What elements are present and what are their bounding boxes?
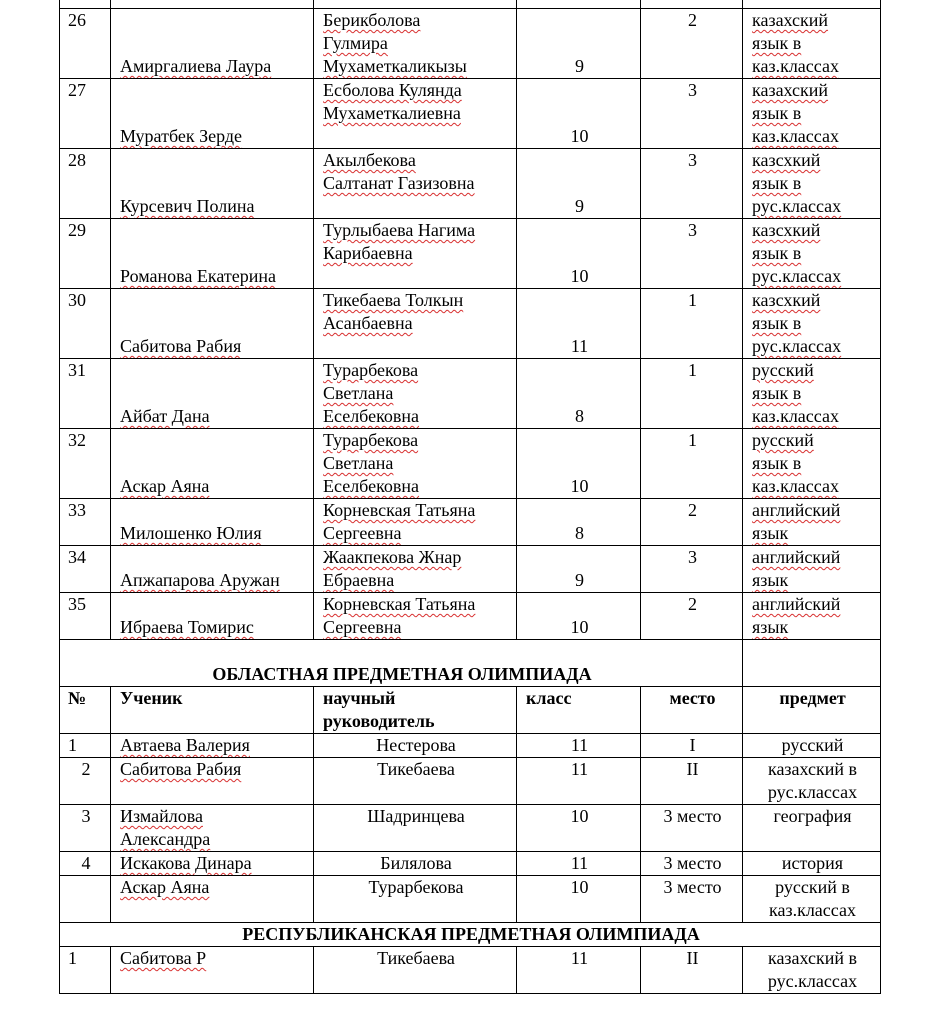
- student-name: [111, 758, 314, 805]
- supervisor-name-line: Мухаметкалиевна: [323, 103, 461, 123]
- empty-cell: [743, 640, 881, 687]
- supervisor-name: [314, 876, 517, 923]
- supervisor-name: [314, 546, 517, 593]
- supervisor-name-line: Гулмира: [323, 33, 388, 53]
- supervisor-name-line: Есболова Кулянда: [323, 80, 462, 100]
- student-name: [111, 219, 314, 289]
- supervisor-name-line: Корневская Татьяна: [323, 500, 476, 520]
- place: [641, 219, 743, 289]
- row-number-text: 4: [81, 853, 91, 873]
- subject: [743, 149, 881, 219]
- grade: [517, 289, 641, 359]
- row-number-text: 2: [81, 759, 91, 779]
- table-row: [60, 79, 881, 149]
- subject-line: рус.классах: [752, 196, 842, 216]
- subject-line: русский в: [775, 877, 850, 897]
- grade: [517, 9, 641, 79]
- place: [641, 876, 743, 923]
- subject-line: рус.классах: [752, 336, 842, 356]
- supervisor-name-line: Еселбековна: [323, 406, 420, 426]
- supervisor-name-line: Акылбекова: [323, 150, 416, 170]
- header-place-text: место: [669, 688, 716, 708]
- subject: [743, 219, 881, 289]
- row-number-text: 28: [68, 150, 86, 170]
- student-name: [111, 734, 314, 758]
- supervisor-name-line: Салтанат Газизовна: [323, 173, 475, 193]
- place: [641, 758, 743, 805]
- grade-text: 11: [570, 853, 589, 873]
- row-number: [60, 805, 111, 852]
- subject: [743, 947, 881, 994]
- place-text: 3: [688, 220, 697, 240]
- header-row: [60, 687, 881, 734]
- subject-line: язык: [752, 570, 789, 590]
- grade-text: 10: [570, 126, 589, 146]
- place-text: 3 место: [663, 853, 722, 873]
- grade-text: 10: [570, 617, 589, 637]
- table-row: [60, 499, 881, 546]
- student-name: [111, 805, 314, 852]
- subject-line: русский: [752, 360, 814, 380]
- student-name: [111, 947, 314, 994]
- supervisor-name-line: Жаакпекова Жнар: [323, 547, 462, 567]
- row-number: [60, 219, 111, 289]
- supervisor-name-line: Турарбекова: [323, 360, 419, 380]
- student-name-text: Романова Екатерина: [120, 266, 276, 286]
- table-row: [60, 219, 881, 289]
- row-number: [60, 9, 111, 79]
- subject-line: английский: [752, 547, 841, 567]
- supervisor-name-text: Нестерова: [376, 735, 456, 755]
- subject-line: каз.классах: [769, 900, 856, 920]
- row-number-text: 27: [68, 80, 86, 100]
- table-row: [60, 149, 881, 219]
- subject-line: язык в: [752, 103, 802, 123]
- header-subject-text: предмет: [779, 688, 846, 708]
- table-row: [60, 852, 881, 876]
- place-text: II: [686, 948, 699, 968]
- subject: [743, 876, 881, 923]
- supervisor-name-text: Шадринцева: [367, 806, 465, 826]
- student-name-text: Аскар Аяна: [120, 476, 210, 496]
- header-supervisor-line: руководитель: [323, 711, 435, 731]
- table-row: [60, 593, 881, 640]
- subject: [743, 499, 881, 546]
- grade: [517, 758, 641, 805]
- supervisor-name: [314, 947, 517, 994]
- row-number: [60, 593, 111, 640]
- student-name: [111, 852, 314, 876]
- grade: [517, 359, 641, 429]
- student-name: [111, 359, 314, 429]
- grade-text: 11: [570, 336, 589, 356]
- subject: [743, 359, 881, 429]
- subject-line: язык в: [752, 453, 802, 473]
- row-number-text: 1: [68, 735, 77, 755]
- row-number: [60, 852, 111, 876]
- supervisor-name-text: Турарбекова: [368, 877, 464, 897]
- student-name: [111, 79, 314, 149]
- row-number: [60, 499, 111, 546]
- grade-text: 10: [570, 476, 589, 496]
- grade: [517, 79, 641, 149]
- row-number: [60, 79, 111, 149]
- row-number-text: 35: [68, 594, 86, 614]
- header-student-text: Ученик: [120, 688, 183, 708]
- student-name: [111, 429, 314, 499]
- place-text: II: [686, 759, 699, 779]
- place: [641, 359, 743, 429]
- supervisor-name: [314, 149, 517, 219]
- supervisor-name-line: Еселбековна: [323, 476, 420, 496]
- table-row: [60, 758, 881, 805]
- table-row: [60, 876, 881, 923]
- grade-text: 9: [575, 56, 584, 76]
- student-name-line: Искакова Динара: [120, 853, 252, 873]
- student-name: [111, 499, 314, 546]
- table-body: [60, 0, 881, 994]
- grade: [517, 546, 641, 593]
- supervisor-name: [314, 499, 517, 546]
- subject-line: история: [781, 853, 844, 873]
- row-number-text: 26: [68, 10, 86, 30]
- student-name-text: Милошенко Юлия: [120, 523, 262, 543]
- student-name-line: Автаева Валерия: [120, 735, 250, 755]
- place-text: 2: [688, 594, 697, 614]
- student-name-line: Измайлова: [120, 806, 203, 826]
- place-text: 1: [688, 430, 697, 450]
- supervisor-name: [314, 593, 517, 640]
- place-text: 1: [688, 290, 697, 310]
- subject: [743, 79, 881, 149]
- row-number-text: 1: [68, 948, 77, 968]
- row-number: [60, 758, 111, 805]
- grade-text: 8: [575, 523, 584, 543]
- grade-text: 10: [570, 877, 589, 897]
- subject-line: казахский в: [767, 948, 858, 968]
- supervisor-name-line: Светлана: [323, 383, 394, 403]
- subject-line: рус.классах: [767, 971, 858, 991]
- row-number: [60, 429, 111, 499]
- grade-text: 11: [570, 759, 589, 779]
- header-subject: [743, 687, 881, 734]
- supervisor-name: [314, 9, 517, 79]
- subject-line: география: [773, 806, 852, 826]
- subject: [743, 758, 881, 805]
- grade-text: 9: [575, 570, 584, 590]
- place: [641, 947, 743, 994]
- supervisor-name-text: Тикебаева: [377, 948, 455, 968]
- row-number: [60, 546, 111, 593]
- table-row: [60, 805, 881, 852]
- subject: [743, 9, 881, 79]
- place: [641, 79, 743, 149]
- supervisor-name: [314, 852, 517, 876]
- supervisor-name: [314, 429, 517, 499]
- subject: [743, 289, 881, 359]
- place-text: I: [689, 735, 696, 755]
- header-place: [641, 687, 743, 734]
- row-number: [60, 289, 111, 359]
- supervisor-name-line: Тикебаева Толкын: [323, 290, 464, 310]
- subject-line: казсхкий: [752, 290, 821, 310]
- supervisor-name-line: Корневская Татьяна: [323, 594, 476, 614]
- place-text: 3: [688, 547, 697, 567]
- table-row: [60, 947, 881, 994]
- supervisor-name: [314, 79, 517, 149]
- student-name-line: Аскар Аяна: [120, 877, 210, 897]
- row-number-text: 33: [68, 500, 86, 520]
- grade-text: 10: [570, 806, 589, 826]
- grade-text: 10: [570, 266, 589, 286]
- student-name-text: Апжапарова Аружан: [120, 570, 280, 590]
- republican-title: РЕСПУБЛИКАНСКАЯ ПРЕДМЕТНАЯ ОЛИМПИАДА: [60, 923, 881, 947]
- grade-text: 8: [575, 406, 584, 426]
- row-number-text: 34: [68, 547, 86, 567]
- grade-text: 9: [575, 196, 584, 216]
- grade: [517, 429, 641, 499]
- subject-line: казахский в: [767, 759, 858, 779]
- supervisor-name-text: Билялова: [380, 853, 452, 873]
- student-name-line: Сабитова Р: [120, 948, 207, 968]
- grade: [517, 499, 641, 546]
- header-grade-text: класс: [526, 688, 572, 708]
- student-name: [111, 876, 314, 923]
- supervisor-name-line: Ебраевна: [323, 570, 395, 590]
- student-name-text: Сабитова Рабия: [120, 336, 242, 356]
- grade: [517, 852, 641, 876]
- table-row: [60, 734, 881, 758]
- subject-line: казсхкий: [752, 220, 821, 240]
- place: [641, 499, 743, 546]
- olympiad-results-table: [59, 0, 881, 994]
- subject-line: русский: [752, 430, 814, 450]
- place: [641, 805, 743, 852]
- subject-line: английский: [752, 500, 841, 520]
- row-number: [60, 734, 111, 758]
- grade-text: 11: [570, 948, 589, 968]
- student-name-text: Айбат Дана: [120, 406, 210, 426]
- place-text: 2: [688, 10, 697, 30]
- subject-line: каз.классах: [752, 406, 839, 426]
- subject-line: русский: [781, 735, 844, 755]
- table-row: [60, 359, 881, 429]
- row-number-text: 32: [68, 430, 86, 450]
- republican-title-row: [60, 923, 881, 947]
- place-text: 2: [688, 500, 697, 520]
- supervisor-name: [314, 805, 517, 852]
- grade-text: 11: [570, 735, 589, 755]
- header-num: [60, 687, 111, 734]
- place: [641, 593, 743, 640]
- subject-line: казахский: [752, 80, 829, 100]
- place: [641, 546, 743, 593]
- place: [641, 9, 743, 79]
- place-text: 3 место: [663, 877, 722, 897]
- subject-line: рус.классах: [752, 266, 842, 286]
- grade: [517, 805, 641, 852]
- student-name-text: Амиргалиева Лаура: [120, 56, 272, 76]
- subject-line: язык в: [752, 173, 802, 193]
- grade: [517, 593, 641, 640]
- regional-title-row: [60, 640, 881, 687]
- subject: [743, 593, 881, 640]
- student-name: [111, 289, 314, 359]
- subject-line: английский: [752, 594, 841, 614]
- place: [641, 852, 743, 876]
- grade: [517, 734, 641, 758]
- subject-line: каз.классах: [752, 56, 839, 76]
- supervisor-name-line: Сергеевна: [323, 617, 402, 637]
- supervisor-name-line: Берикболова: [323, 10, 421, 30]
- table-row: [60, 429, 881, 499]
- place: [641, 289, 743, 359]
- grade: [517, 149, 641, 219]
- subject-line: язык: [752, 523, 789, 543]
- student-name-line: Александра: [120, 829, 211, 849]
- subject-line: язык в: [752, 383, 802, 403]
- supervisor-name-line: Светлана: [323, 453, 394, 473]
- place-text: 3: [688, 150, 697, 170]
- supervisor-name-line: Карибаевна: [323, 243, 413, 263]
- student-name-text: Муратбек Зерде: [120, 126, 243, 146]
- subject-line: язык в: [752, 243, 802, 263]
- row-number-text: 3: [81, 806, 91, 826]
- supervisor-name-line: Турлыбаева Нагима: [323, 220, 476, 240]
- supervisor-name-line: Мухаметкаликызы: [323, 56, 467, 76]
- supervisor-name: [314, 734, 517, 758]
- subject-line: язык в: [752, 313, 802, 333]
- supervisor-name-line: Турарбекова: [323, 430, 419, 450]
- supervisor-name-line: Сергеевна: [323, 523, 402, 543]
- student-name: [111, 593, 314, 640]
- place: [641, 149, 743, 219]
- grade: [517, 876, 641, 923]
- subject-line: каз.классах: [752, 476, 839, 496]
- subject: [743, 546, 881, 593]
- place-text: 3: [688, 80, 697, 100]
- subject: [743, 852, 881, 876]
- subject: [743, 429, 881, 499]
- row-number: [60, 947, 111, 994]
- supervisor-name: [314, 758, 517, 805]
- subject-line: язык: [752, 617, 789, 637]
- row-number: [60, 876, 111, 923]
- place: [641, 429, 743, 499]
- row-number-text: 31: [68, 360, 86, 380]
- supervisor-name: [314, 359, 517, 429]
- supervisor-name-text: Тикебаева: [377, 759, 455, 779]
- row-number-text: 30: [68, 290, 86, 310]
- place-text: 3 место: [663, 806, 722, 826]
- table-row: [60, 289, 881, 359]
- student-name-line: Сабитова Рабия: [120, 759, 242, 779]
- table-row: [60, 9, 881, 79]
- row-number: [60, 359, 111, 429]
- place-text: 1: [688, 360, 697, 380]
- header-supervisor: [314, 687, 517, 734]
- student-name-text: Ибраева Томирис: [120, 617, 254, 637]
- subject-line: казахский: [752, 10, 829, 30]
- row-number-text: 29: [68, 220, 86, 240]
- subject-line: рус.классах: [767, 782, 858, 802]
- cut-off-row: [60, 0, 881, 9]
- grade: [517, 947, 641, 994]
- student-name: [111, 9, 314, 79]
- header-grade: [517, 687, 641, 734]
- subject-line: каз.классах: [752, 126, 839, 146]
- table-row: [60, 546, 881, 593]
- student-name: [111, 546, 314, 593]
- student-name-text: Курсевич Полина: [120, 196, 255, 216]
- supervisor-name-line: Асанбаевна: [323, 313, 413, 333]
- subject: [743, 805, 881, 852]
- regional-title: ОБЛАСТНАЯ ПРЕДМЕТНАЯ ОЛИМПИАДА: [60, 640, 743, 687]
- header-num-text: №: [68, 688, 87, 708]
- student-name: [111, 149, 314, 219]
- subject-line: казсхкий: [752, 150, 821, 170]
- subject: [743, 734, 881, 758]
- header-supervisor-line: научный: [323, 688, 396, 708]
- place: [641, 734, 743, 758]
- supervisor-name: [314, 289, 517, 359]
- supervisor-name: [314, 219, 517, 289]
- header-student: [111, 687, 314, 734]
- subject-line: язык в: [752, 33, 802, 53]
- grade: [517, 219, 641, 289]
- row-number: [60, 149, 111, 219]
